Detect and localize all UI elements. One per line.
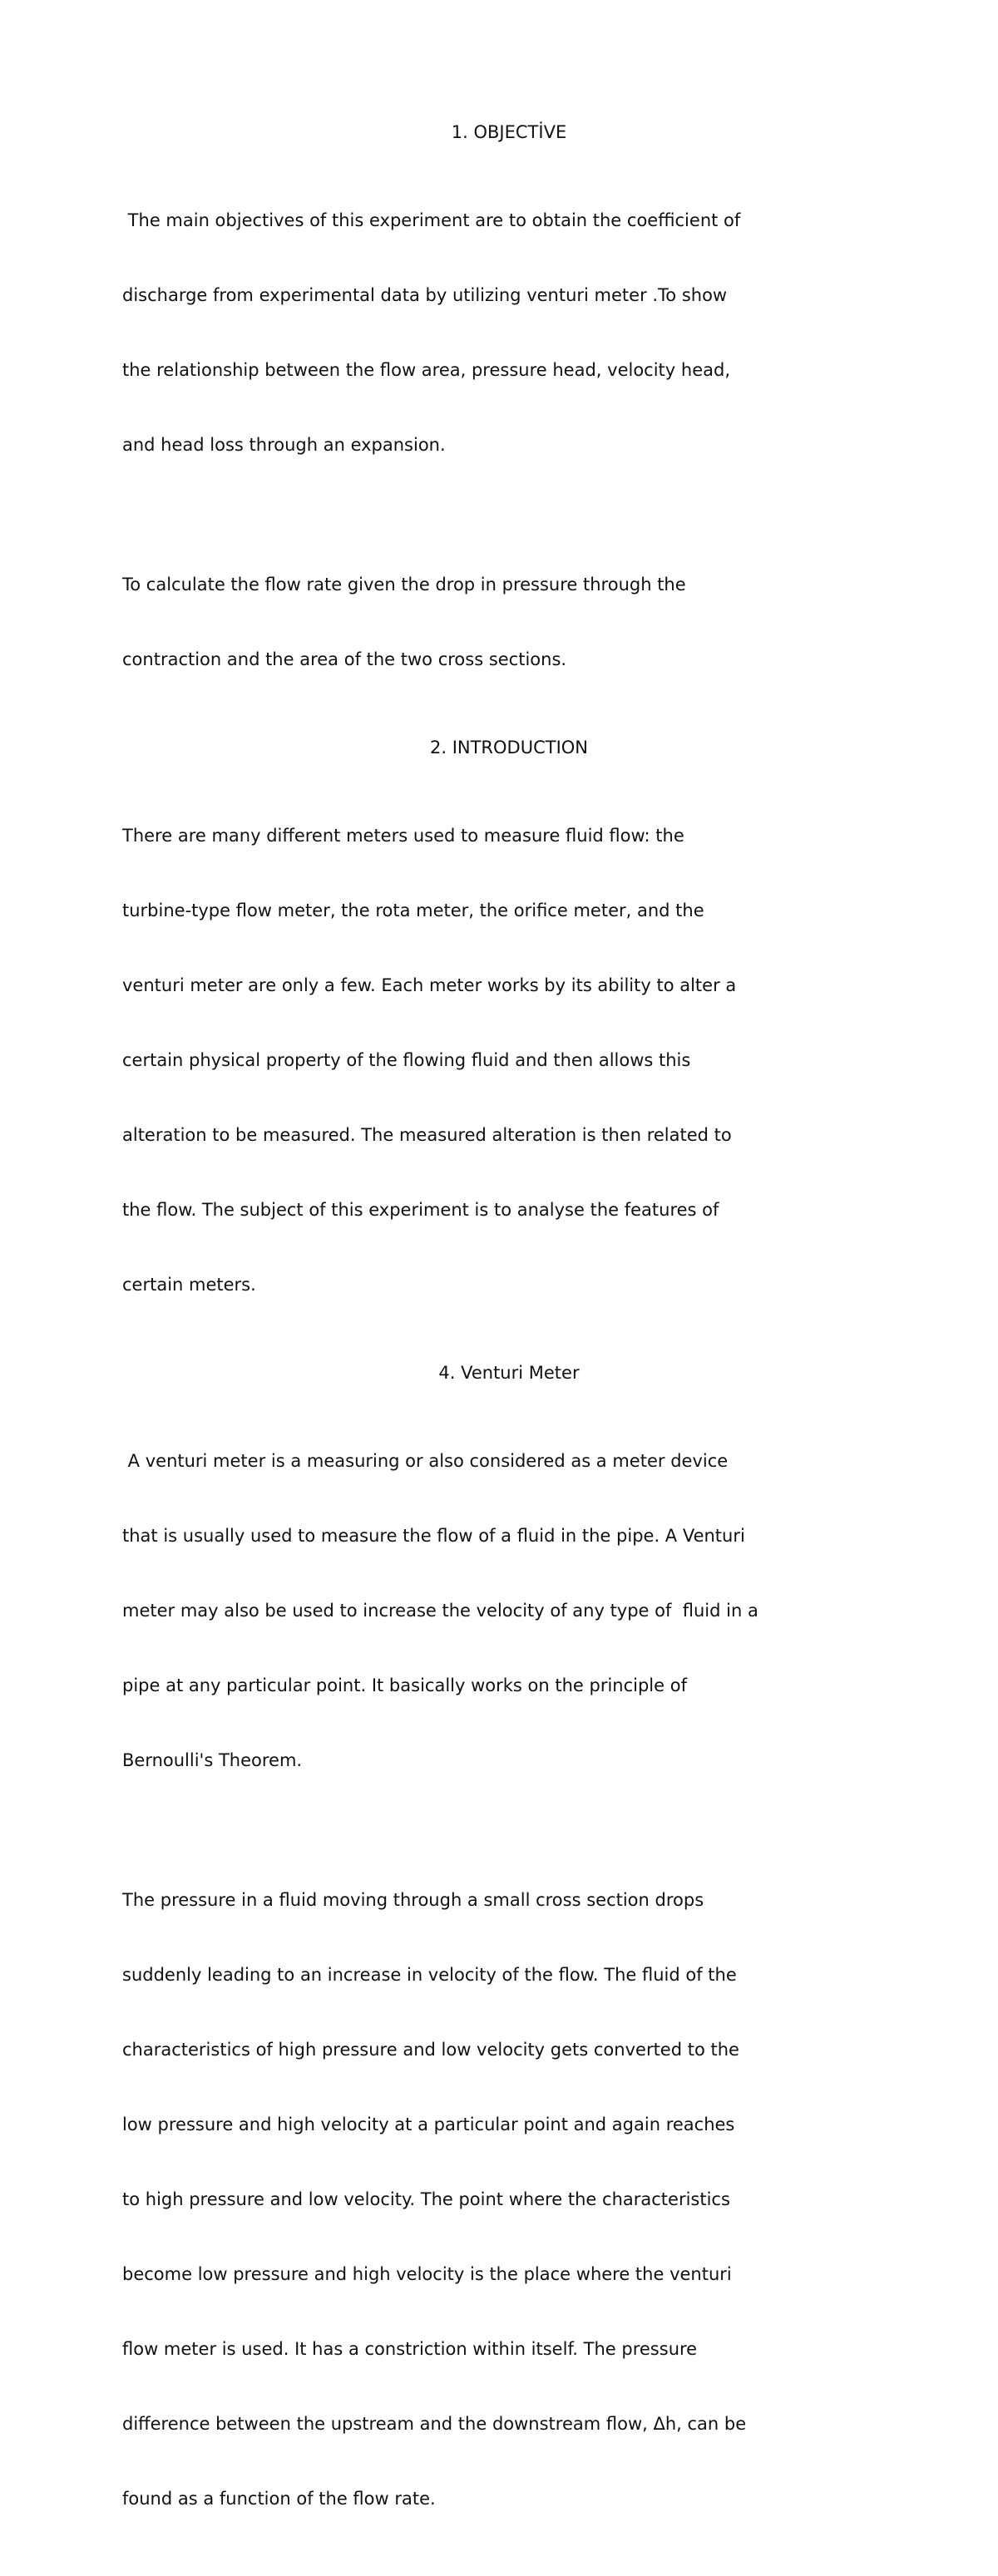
- text-line: the flow. The subject of this experiment is to analyse the features of: [122, 1200, 719, 1220]
- text-line: The pressure in a fluid moving through a small cross section drops: [122, 1890, 704, 1910]
- text-line: to high pressure and low velocity. The point where the characteristics: [122, 2189, 730, 2209]
- section-heading-introduction: 2. INTRODUCTION: [429, 738, 589, 758]
- text-line: discharge from experimental data by utilizing venturi meter .To show: [122, 285, 728, 305]
- text-line: characteristics of high pressure and low velocity gets converted to the: [122, 2040, 739, 2060]
- text-line: contraction and the area of the two cross sections.: [122, 649, 567, 669]
- text-line: difference between the upstream and the downstream flow, Δh, can be: [122, 2414, 747, 2434]
- introduction-paragraph: [122, 773, 896, 1347]
- text-line: certain meters.: [122, 1275, 256, 1295]
- text-line: suddenly leading to an increase in velocity of the flow. The fluid of the: [122, 1965, 737, 1985]
- text-line: A venturi meter is a measuring or also considered as a meter device: [122, 1451, 729, 1471]
- objective-paragraph-2: [122, 522, 896, 722]
- text-line: venturi meter are only a few. Each meter works by its ability to alter a: [122, 975, 737, 995]
- text-line: turbine-type flow meter, the rota meter, the orifice meter, and the: [122, 901, 704, 920]
- document-body: [122, 120, 896, 2576]
- text-line: pipe at any particular point. It basically works on the principle of: [122, 1675, 687, 1695]
- venturi-paragraph-2: [122, 1838, 896, 2561]
- text-line: certain physical property of the flowing fluid and then allows this: [122, 1050, 691, 1070]
- objective-paragraph-1: [122, 158, 896, 507]
- text-line: alteration to be measured. The measured alteration is then related to: [122, 1125, 732, 1145]
- text-line: flow meter is used. It has a constriction within itself. The pressure: [122, 2339, 698, 2359]
- venturi-paragraph-1: [122, 1399, 896, 1823]
- text-line: that is usually used to measure the flow of a fluid in the pipe. A Venturi: [122, 1526, 745, 1546]
- text-line: the relationship between the flow area, pressure head, velocity head,: [122, 360, 730, 380]
- text-line: Bernoulli's Theorem.: [122, 1750, 303, 1770]
- text-line: and head loss through an expansion.: [122, 435, 446, 455]
- text-line: become low pressure and high velocity is the place where the venturi: [122, 2264, 732, 2284]
- text-line: The main objectives of this experiment are to obtain the coefficient of: [122, 210, 741, 230]
- text-line: There are many different meters used to measure fluid flow: the: [122, 826, 684, 846]
- text-line: found as a function of the flow rate.: [122, 2489, 436, 2509]
- text-line: meter may also be used to increase the velocity of any type of fluid in a: [122, 1601, 758, 1621]
- section-heading-objective: 1. OBJECTİVE: [451, 122, 567, 142]
- text-line: low pressure and high velocity at a particular point and again reaches: [122, 2115, 735, 2134]
- section-heading-venturi-meter: 4. Venturi Meter: [438, 1363, 580, 1383]
- text-line: To calculate the flow rate given the drop in pressure through the: [122, 575, 686, 595]
